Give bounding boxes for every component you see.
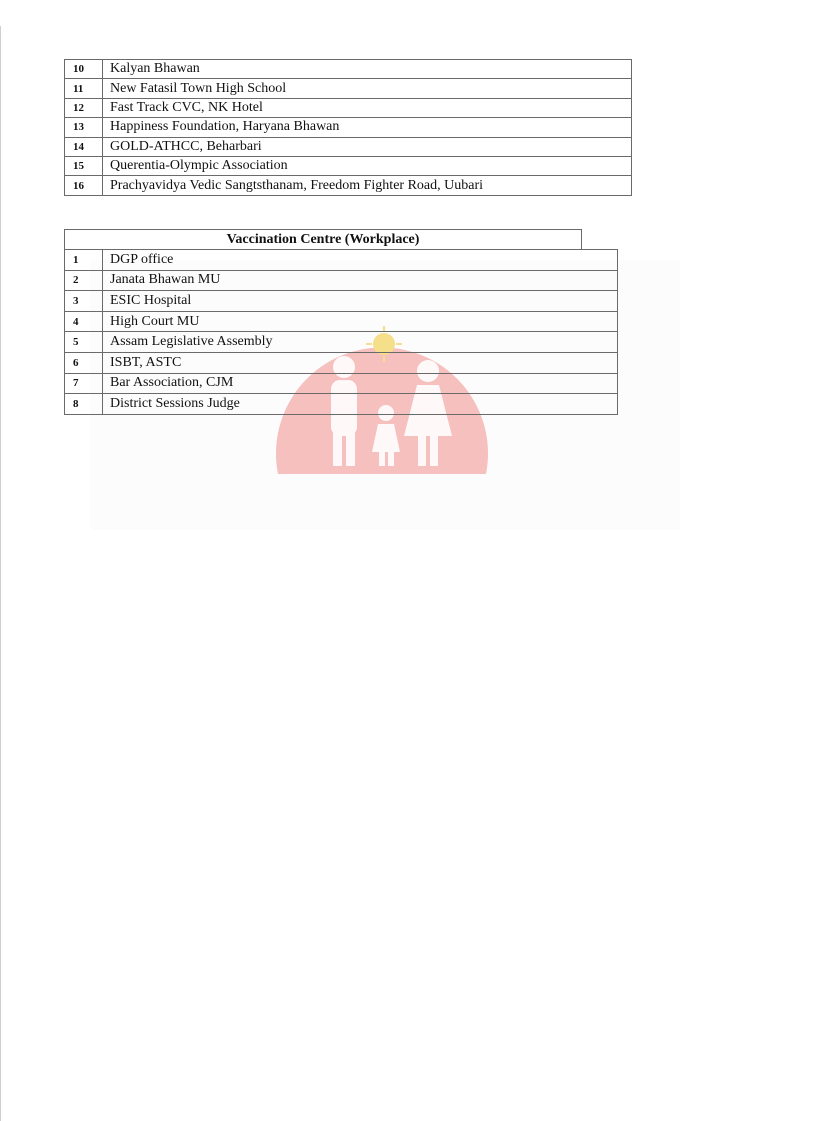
row-number: 7	[65, 373, 103, 394]
centre-name: ISBT, ASTC	[103, 352, 618, 373]
centre-name: Assam Legislative Assembly	[103, 332, 618, 353]
row-number: 1	[65, 250, 103, 271]
table-row	[65, 291, 618, 312]
table-row	[65, 60, 632, 79]
row-number: 2	[65, 270, 103, 291]
row-number: 11	[65, 79, 103, 98]
centre-name: ESIC Hospital	[103, 291, 618, 312]
table-row	[65, 137, 632, 156]
row-number: 15	[65, 156, 103, 175]
row-number: 3	[65, 291, 103, 312]
row-number: 14	[65, 137, 103, 156]
workplace-centres-table	[64, 249, 618, 415]
centre-name: Happiness Foundation, Haryana Bhawan	[103, 118, 632, 137]
centre-name: DGP office	[103, 250, 618, 271]
centre-name: Bar Association, CJM	[103, 373, 618, 394]
table-row	[65, 270, 618, 291]
row-number: 6	[65, 352, 103, 373]
row-number: 10	[65, 60, 103, 79]
table-row	[65, 311, 618, 332]
centre-name: Querentia-Olympic Association	[103, 156, 632, 175]
row-number: 8	[65, 394, 103, 415]
centre-name: District Sessions Judge	[103, 394, 618, 415]
centre-name: High Court MU	[103, 311, 618, 332]
row-number: 13	[65, 118, 103, 137]
table-row	[65, 394, 618, 415]
centre-name: Kalyan Bhawan	[103, 60, 632, 79]
table-row	[65, 176, 632, 195]
table-row	[65, 352, 618, 373]
table-row	[65, 332, 618, 353]
table-row	[65, 98, 632, 117]
table-row	[65, 250, 618, 271]
centre-name: Janata Bhawan MU	[103, 270, 618, 291]
centres-table-continued	[64, 59, 632, 196]
centre-name: GOLD-ATHCC, Beharbari	[103, 137, 632, 156]
row-number: 16	[65, 176, 103, 195]
centre-name: Prachyavidya Vedic Sangtsthanam, Freedom Fighter Road, Uubari	[103, 176, 632, 195]
table-row	[65, 373, 618, 394]
workplace-table-title: Vaccination Centre (Workplace)	[64, 229, 582, 250]
page-left-edge	[0, 26, 1, 1121]
centre-name: Fast Track CVC, NK Hotel	[103, 98, 632, 117]
table-row	[65, 79, 632, 98]
row-number: 4	[65, 311, 103, 332]
row-number: 5	[65, 332, 103, 353]
row-number: 12	[65, 98, 103, 117]
table-row	[65, 118, 632, 137]
table-row	[65, 156, 632, 175]
centre-name: New Fatasil Town High School	[103, 79, 632, 98]
